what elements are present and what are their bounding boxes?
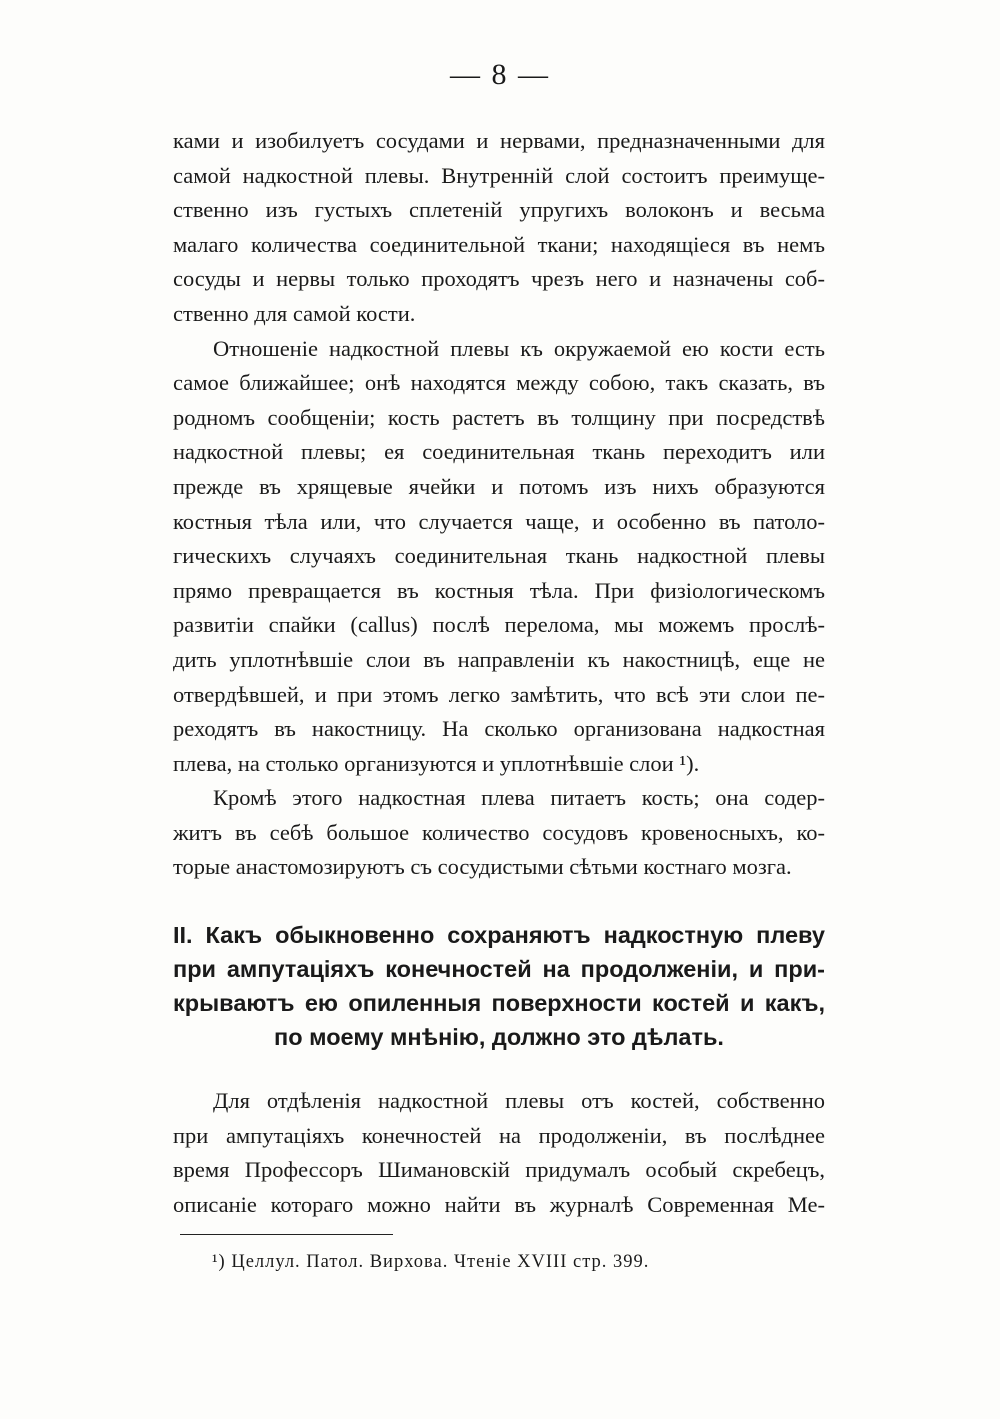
body-text-top [173, 124, 825, 885]
heading-line: крываютъ ею опиленныя поверхности костей и какъ, [173, 990, 825, 1016]
text-line: сосуды и нервы только проходятъ чрезъ него и назначены соб- [173, 266, 825, 292]
text-line: житъ въ себѣ большое количество сосудовъ кровеносныхъ, ко- [173, 819, 825, 845]
text-line: описаніе котораго можно найти въ журналѣ Современная Ме- [173, 1191, 825, 1217]
text-line: ственно изъ густыхъ сплетеній упругихъ волоконъ и весьма [173, 197, 825, 223]
text-line: реходятъ въ накостницу. На сколько организована надкостная [173, 716, 825, 742]
text-line: надкостной плевы; ея соединительная ткань переходитъ или [173, 439, 825, 465]
text-line: развитіи спайки (callus) послѣ перелома, мы можемъ прослѣ- [173, 612, 825, 638]
text-line: малаго количества соединительной ткани; находящіеся въ немъ [173, 231, 825, 257]
text-line: отвердѣвшей, и при этомъ легко замѣтить, что всѣ эти слои пе- [173, 681, 825, 707]
text-line: торые анастомозируютъ съ сосудистыми сѣтьми костнаго мозга. [173, 854, 792, 880]
text-line: ственно для самой кости. [173, 300, 416, 326]
footnote [212, 1252, 649, 1273]
text-line: самой надкостной плевы. Внутренній слой состоитъ преимуще- [173, 162, 825, 188]
footnote-text: Целлул. Патол. Вирхова. Чтеніе XVIII стр. 399. [231, 1252, 650, 1272]
text-line: Для отдѣленія надкостной плевы отъ костей, собственно [213, 1088, 825, 1113]
paragraph-1 [173, 124, 825, 332]
text-line-content: плева, на столько организуются и уплотнѣвшіе слои [173, 750, 674, 776]
text-line: дить уплотнѣвшіе слои въ направленіи къ накостницѣ, еще не [173, 646, 825, 672]
footnote-marker: ¹) [212, 1252, 226, 1272]
footnote-divider [180, 1234, 393, 1235]
text-line-with-footnote-ref [173, 747, 825, 782]
text-line: при ампутаціяхъ конечностей на продолженіи, въ послѣднее [173, 1122, 825, 1148]
text-line: самое ближайшее; онѣ находятся между собою, такъ сказать, въ [173, 370, 825, 396]
text-line: родномъ сообщеніи; кость растетъ въ толщину при посредствѣ [173, 404, 825, 430]
paragraph-4 [173, 1084, 825, 1222]
text-line: время Профессоръ Шимановскій придумалъ особый скребецъ, [173, 1157, 825, 1183]
text-line: гическихъ случаяхъ соединительная ткань надкостной плевы [173, 543, 825, 569]
text-line: прежде въ хрящевые ячейки и потомъ изъ нихъ образуются [173, 473, 825, 499]
text-line: Отношеніе надкостной плевы къ окружаемой ею кости есть [213, 335, 825, 361]
heading-line: II. Какъ обыкновенно сохраняютъ надкостную плеву [173, 922, 825, 948]
paragraph-2 [173, 332, 825, 782]
paragraph-3 [173, 781, 825, 885]
heading-line: при ампутаціяхъ конечностей на продолженіи, и при- [173, 956, 825, 982]
page-number: — 8 — [450, 58, 550, 91]
text-line: ками и изобилуетъ сосудами и нервами, предназначенными для [173, 128, 825, 153]
heading-line: по моему мнѣнію, должно это дѣлать. [274, 1024, 724, 1050]
footnote-reference: ¹). [679, 750, 700, 776]
text-line: прямо превращается въ костныя тѣла. При физіологическомъ [173, 577, 825, 603]
section-heading [173, 918, 825, 1054]
text-line: Кромѣ этого надкостная плева питаетъ кость; она содер- [213, 785, 825, 811]
text-line: костныя тѣла или, что случается чаще, и особенно въ патоло- [173, 508, 825, 534]
body-text-bottom [173, 1084, 825, 1222]
